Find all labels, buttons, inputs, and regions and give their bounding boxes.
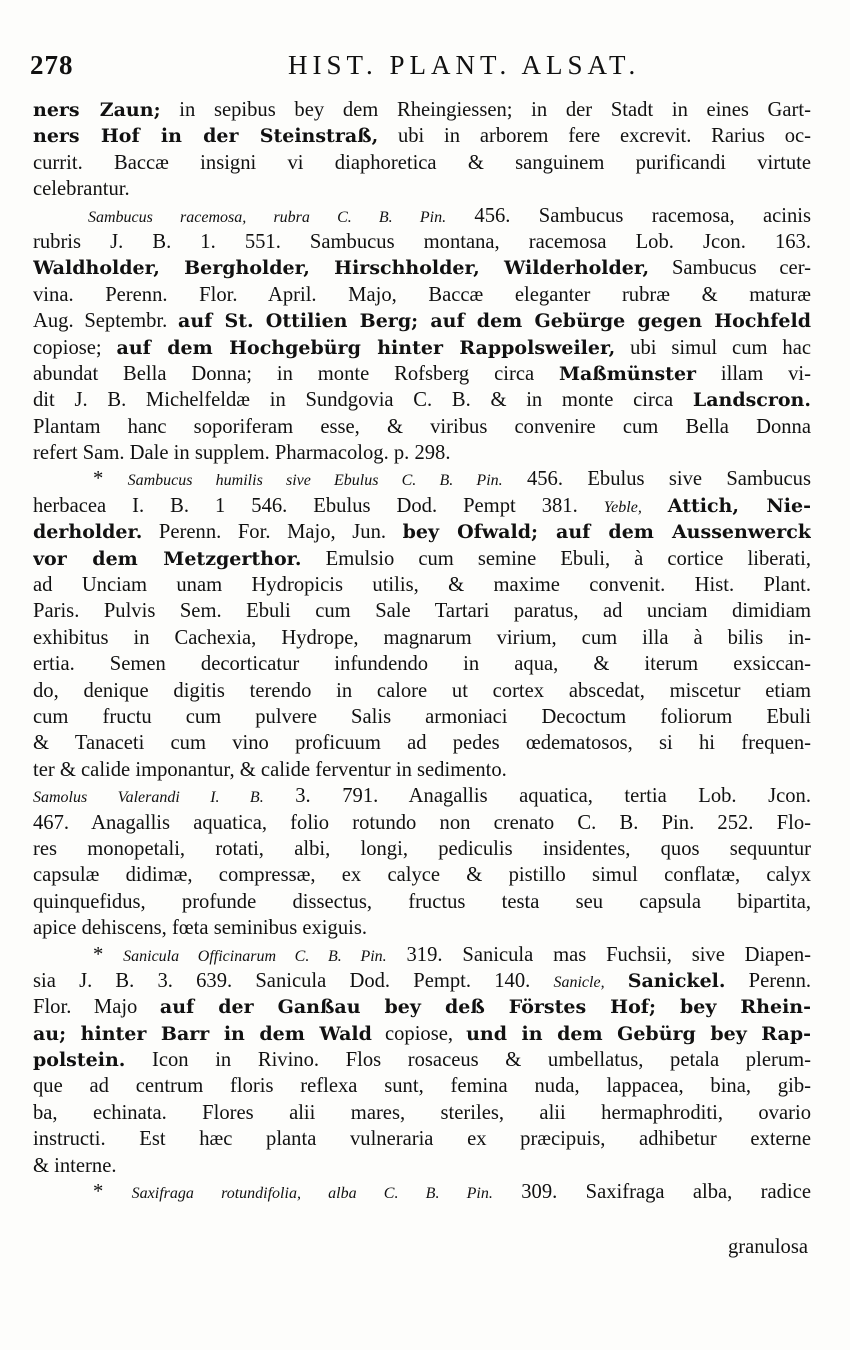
body-text (33, 97, 811, 1205)
text-line (33, 1153, 811, 1179)
roman-text: * (93, 943, 124, 966)
blackletter-text: polstein. (33, 1049, 126, 1072)
text-line (33, 730, 811, 756)
roman-text: Paris. Pulvis Sem. Ebuli cum Sale Tartari paratus, ad unciam dimidiam (33, 600, 811, 623)
roman-text: in sepibus bey dem Rheingiessen; in der Stadt in eines Gart- (160, 99, 811, 121)
roman-text: 319. Sanicula mas Fuchsii, sive Diapen- (386, 943, 811, 966)
text-line (33, 387, 811, 413)
roman-text: 309. Saxifraga alba, radice (492, 1181, 811, 1204)
text-line (33, 783, 811, 809)
roman-text: Icon in Rivino. Flos rosaceus & umbellatus, petala plerum- (125, 1049, 811, 1072)
blackletter-text: auf dem Hochgebürg hinter Rappolsweiler, (116, 336, 616, 359)
roman-text: 456. Ebulus sive Sambucus (502, 468, 811, 491)
text-line (33, 572, 811, 598)
blackletter-text: auf der Ganßau bey deß Förstes Hof; bey Rhein- (159, 996, 811, 1019)
text-line (33, 176, 811, 202)
roman-text: copiose, (371, 1022, 467, 1045)
text-line (33, 546, 811, 572)
text-line (33, 123, 811, 149)
roman-text: & interne. (33, 1154, 117, 1177)
text-line (33, 203, 811, 229)
roman-text: instructi. Est hæc planta vulneraria ex præcipuis, adhibetur externe (33, 1128, 811, 1151)
roman-text: vina. Perenn. Flor. April. Majo, Baccæ eleganter rubræ & maturæ (33, 283, 811, 306)
roman-text: capsulæ didimæ, compressæ, ex calyce & pistillo simul conflatæ, calyx (33, 864, 811, 887)
roman-text: apice dehiscens, fœta seminibus exiguis. (33, 917, 367, 940)
text-line (33, 519, 811, 545)
blackletter-text: Landscron. (692, 389, 811, 412)
text-line (33, 1021, 811, 1047)
blackletter-text: Waldholder, Bergholder, Hirschholder, Wilderholder, (33, 257, 650, 280)
roman-text: rubris J. B. 1. 551. Sambucus montana, racemosa Lob. Jcon. 163. (33, 230, 811, 253)
roman-text: sia J. B. 3. 639. Sanicula Dod. Pempt. 140. (33, 969, 554, 992)
roman-text: ba, echinata. Flores alii mares, steriles, alii hermaphroditi, ovario (33, 1101, 811, 1124)
page-number: 278 (30, 50, 74, 80)
text-line (33, 915, 811, 941)
text-line (33, 810, 811, 836)
roman-text: copiose; (33, 336, 117, 359)
roman-text: quinquefidus, profunde dissectus, fructus testa seu capsula bipartita, (33, 890, 811, 913)
roman-text: ubi in arborem fere excrevit. Rarius oc- (378, 125, 811, 148)
blackletter-text: Maßmünster (558, 362, 697, 385)
text-line (33, 97, 811, 123)
text-line (33, 1100, 811, 1126)
text-line (33, 678, 811, 704)
roman-text: cum fructu cum pulvere Salis armoniaci Decoctum foliorum Ebuli (33, 705, 811, 728)
roman-text: ubi simul cum hac (615, 336, 811, 359)
roman-text: 456. Sambucus racemosa, acinis (446, 204, 811, 227)
text-line (33, 836, 811, 862)
blackletter-text: derholder. (33, 521, 143, 544)
text-line (33, 229, 811, 255)
text-line (33, 493, 811, 519)
roman-text: currit. Baccæ insigni vi diaphoretica & sanguinem purificandi virtute (33, 151, 811, 174)
roman-text: res monopetali, rotati, albi, longi, pediculis insidentes, quos sequuntur (33, 837, 811, 860)
blackletter-text: auf St. Ottilien Berg; auf dem Gebürge gegen Hochfeld (178, 310, 811, 333)
text-line (33, 335, 811, 361)
roman-text (642, 495, 668, 517)
roman-text: abundat Bella Donna; in monte Rofsberg circa (33, 362, 559, 385)
italic-reference: Sambucus racemosa, rubra C. B. Pin. (88, 208, 447, 226)
text-line (33, 255, 811, 281)
text-line (33, 968, 811, 994)
text-line (33, 942, 811, 968)
text-line (33, 466, 811, 492)
catchword: granulosa (727, 1236, 808, 1258)
italic-reference: Samolus Valerandi I. B. (33, 789, 264, 807)
blackletter-text: Attich, Nie- (667, 494, 811, 517)
roman-text: 3. 791. Anagallis aquatica, tertia Lob. Jcon. (263, 785, 811, 808)
running-title: HIST. PLANT. ALSAT. (288, 50, 641, 80)
text-line (33, 1073, 811, 1099)
roman-text: & Tanaceti cum vino proficuum ad pedes œdematosos, si hi frequen- (33, 732, 811, 755)
roman-text: ad Unciam unam Hydropicis utilis, & maxime convenit. Hist. Plant. (33, 574, 811, 597)
roman-text (605, 970, 628, 992)
roman-text: exhibitus in Cachexia, Hydrope, magnarum virium, cum illa à bilis in- (33, 626, 811, 649)
roman-text: Sambucus cer- (649, 257, 811, 280)
roman-text: * (93, 468, 128, 491)
blackletter-text: bey Ofwald; auf dem Aussenwerck (402, 521, 811, 544)
roman-text: Flor. Majo (33, 996, 160, 1019)
text-line (33, 414, 811, 440)
text-line (33, 282, 811, 308)
text-line (33, 651, 811, 677)
italic-reference: Yeble, (603, 498, 642, 516)
blackletter-text: und in dem Gebürg bey Rap- (466, 1022, 811, 1045)
italic-reference: Sanicle, (553, 973, 605, 991)
roman-text: Perenn. For. Majo, Jun. (142, 521, 403, 544)
text-line (33, 625, 811, 651)
roman-text: dit J. B. Michelfeldæ in Sundgovia C. B. & in monte circa (33, 389, 693, 412)
text-line (33, 1126, 811, 1152)
blackletter-text: ners Zaun; (33, 99, 161, 121)
italic-reference: Sanicula Officinarum C. B. Pin. (123, 947, 387, 965)
roman-text: illam vi- (696, 362, 811, 385)
roman-text: 467. Anagallis aquatica, folio rotundo non crenato C. B. Pin. 252. Flo- (33, 811, 811, 834)
blackletter-text: Sanickel. (627, 969, 726, 992)
roman-text: Emulsio cum semine Ebuli, à cortice liberati, (301, 547, 811, 570)
roman-text: refert Sam. Dale in supplem. Pharmacolog. p. 298. (33, 442, 451, 465)
blackletter-text: au; hinter Barr in dem Wald (33, 1022, 372, 1045)
text-line (33, 757, 811, 783)
text-line (33, 308, 811, 334)
roman-text: Aug. Septembr. (33, 310, 179, 333)
italic-reference: Sambucus humilis sive Ebulus C. B. Pin. (127, 472, 503, 490)
roman-text: Plantam hanc soporiferam esse, & viribus convenire cum Bella Donna (33, 415, 811, 438)
text-line (33, 704, 811, 730)
text-line (33, 889, 811, 915)
roman-text: do, denique digitis terendo in calore ut cortex abscedat, miscetur etiam (33, 679, 811, 702)
text-line (33, 150, 811, 176)
text-line (33, 1179, 811, 1205)
blackletter-text: vor dem Metzgerthor. (33, 547, 302, 570)
roman-text: Perenn. (725, 969, 811, 992)
blackletter-text: ners Hof in der Steinstraß, (33, 125, 379, 148)
text-line (33, 862, 811, 888)
roman-text: ertia. Semen decorticatur infundendo in aqua, & iterum exsiccan- (33, 653, 811, 676)
roman-text: herbacea I. B. 1 546. Ebulus Dod. Pempt 381. (33, 494, 604, 517)
text-line (33, 598, 811, 624)
roman-text: celebrantur. (33, 178, 130, 201)
text-line (33, 361, 811, 387)
roman-text: que ad centrum floris reflexa sunt, femina nuda, lappacea, bina, gib- (33, 1075, 811, 1098)
page-header (30, 50, 820, 90)
text-line (33, 994, 811, 1020)
text-line (33, 1047, 811, 1073)
roman-text: ter & calide imponantur, & calide ferventur in sedimento. (33, 758, 507, 781)
italic-reference: Saxifraga rotundifolia, alba C. B. Pin. (131, 1185, 493, 1203)
roman-text: * (93, 1181, 132, 1204)
text-line (33, 440, 811, 466)
